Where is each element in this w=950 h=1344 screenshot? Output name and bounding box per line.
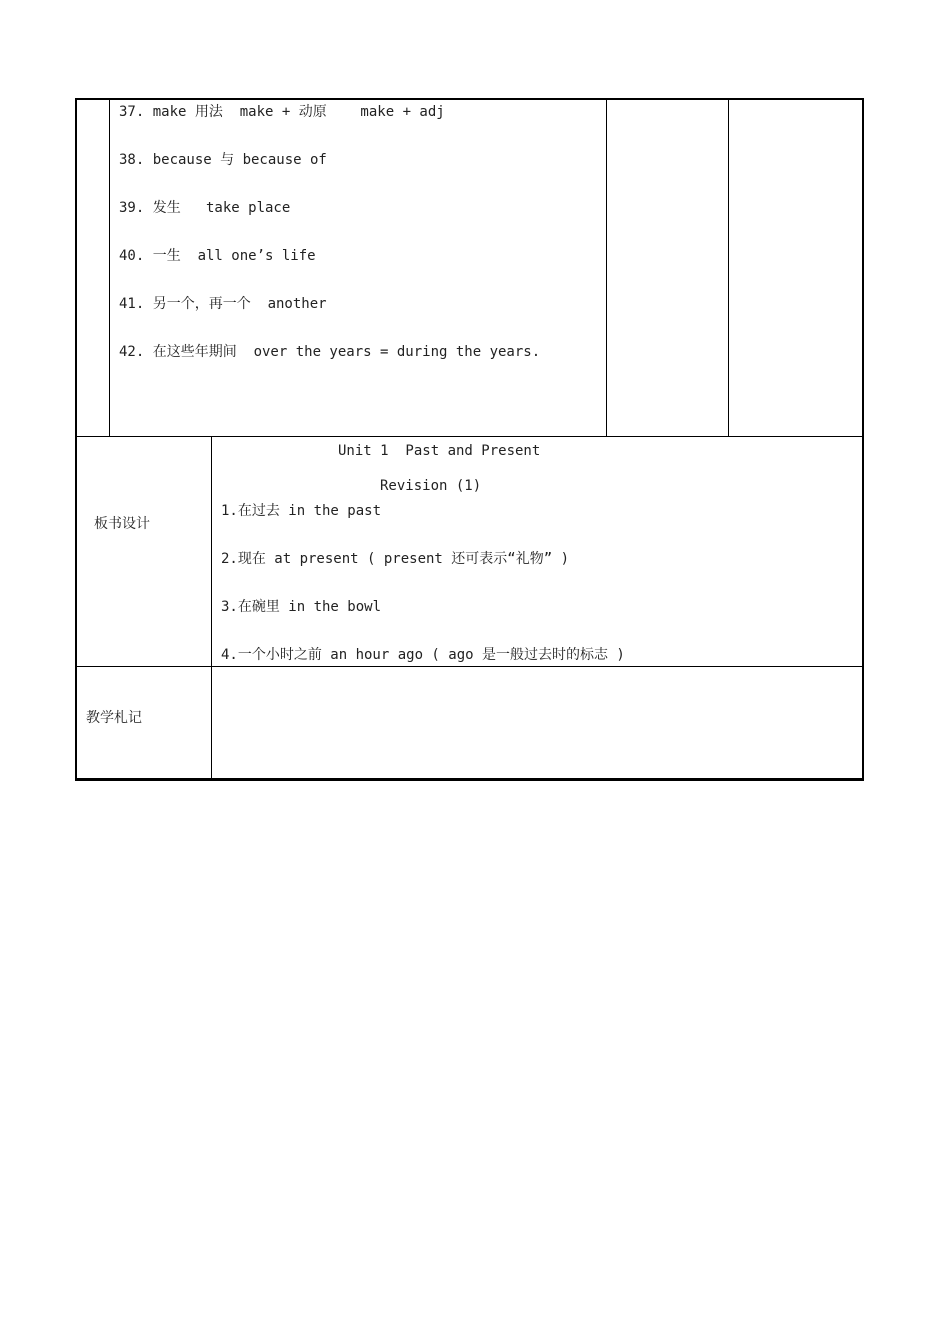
board-design-title: Unit 1 Past and Present: [338, 443, 541, 459]
top-section-item: 38. because 与 because of: [119, 152, 327, 168]
top-section-item: 41. 另一个，再一个 another: [119, 296, 327, 312]
teaching-notes-label: 教学札记: [86, 710, 142, 726]
row-divider-2: [76, 666, 863, 667]
table-border-left: [75, 98, 77, 781]
top-section-item: 39. 发生 take place: [119, 200, 291, 216]
board-design-item: 2.现在 at present ( present 还可表示“礼物” ): [221, 551, 570, 567]
top-col-divider-3: [728, 98, 729, 437]
top-col-divider-1: [109, 98, 110, 437]
label-col-divider: [211, 436, 212, 779]
table-border-bottom: [76, 778, 864, 781]
board-design-label: 板书设计: [94, 516, 150, 532]
board-design-subtitle: Revision (1): [380, 478, 482, 494]
table-border-right: [862, 98, 864, 781]
table-border-top: [76, 98, 863, 100]
board-design-item: 4.一个小时之前 an hour ago ( ago 是一般过去时的标志 ): [221, 647, 625, 663]
board-design-item: 3.在碗里 in the bowl: [221, 599, 382, 615]
top-col-divider-2: [606, 98, 607, 437]
board-design-item: 1.在过去 in the past: [221, 503, 382, 519]
top-section-item: 37. make 用法 make + 动原 make + adj: [119, 104, 445, 120]
top-section-item: 40. 一生 all one’s life: [119, 248, 316, 264]
row-divider-1: [76, 436, 863, 437]
top-section-item: 42. 在这些年期间 over the years = during the years.: [119, 344, 541, 360]
